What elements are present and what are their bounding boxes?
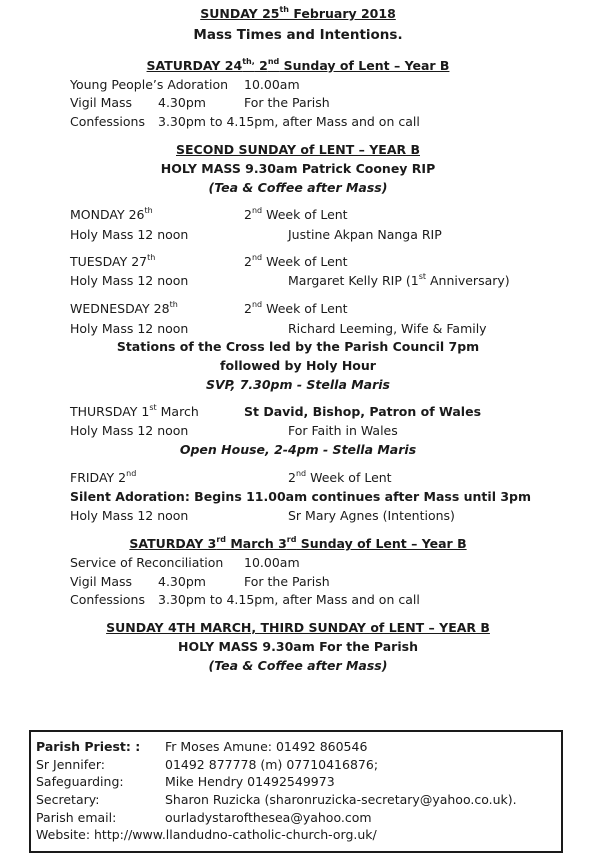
bulletin-title: Mass Times and Intentions.	[193, 27, 403, 43]
sunday-mass: HOLY MASS 9.30am Patrick Cooney RIP	[160, 161, 436, 176]
schedule-label: Young People’s Adoration	[70, 77, 229, 92]
contact-label: Sr Jennifer:	[36, 757, 105, 772]
schedule-time: 10.00am	[244, 77, 300, 92]
contact-label: Secretary:	[36, 792, 100, 807]
day-heading-thursday: THURSDAY 1st March	[70, 403, 199, 419]
schedule-note: For the Parish	[244, 95, 330, 110]
website-link[interactable]: Website: http://www.llandudno-catholic-church-org.uk/	[36, 827, 377, 842]
mass-intention: Richard Leeming, Wife & Family	[288, 321, 487, 336]
sunday-heading: SECOND SUNDAY of LENT – YEAR B	[176, 142, 420, 157]
schedule-label: Vigil Mass	[70, 95, 133, 110]
saturday-heading: SATURDAY $24^{th,}$ 2nd Sunday of Lent – Year B	[146, 57, 450, 73]
schedule-time: 4.30pm	[158, 574, 206, 589]
silent-adoration: Silent Adoration: Begins 11.00am continues after Mass until 3pm	[70, 489, 531, 504]
svp-meeting: SVP, 7.30pm - Stella Maris	[206, 377, 390, 392]
parish-email-link[interactable]: ourladystarofthesea@yahoo.com	[165, 810, 372, 825]
day-info: 2nd Week of Lent	[244, 253, 348, 269]
schedule-label: Service of Reconciliation	[70, 555, 224, 570]
mass-time: Holy Mass 12 noon	[70, 423, 189, 438]
mass-intention: Justine Akpan Nanga RIP	[288, 227, 442, 242]
mass-intention: Sr Mary Agnes (Intentions)	[288, 508, 455, 523]
open-house: Open House, 2-4pm - Stella Maris	[179, 442, 417, 457]
schedule-time: 10.00am	[244, 555, 300, 570]
sunday-tea: (Tea & Coffee after Mass)	[208, 658, 388, 673]
contact-label: Parish email:	[36, 810, 117, 825]
holy-hour: followed by Holy Hour	[220, 358, 376, 373]
sunday-mass: HOLY MASS 9.30am For the Parish	[178, 639, 418, 654]
contact-label: Parish Priest: :	[36, 739, 141, 754]
day-heading-monday: MONDAY 26th	[70, 206, 153, 222]
bulletin-date: SUNDAY 25th February 2018	[200, 5, 396, 21]
feast-day: St David, Bishop, Patron of Wales	[244, 404, 482, 419]
schedule-label: Confessions	[70, 592, 145, 607]
mass-intention: For Faith in Wales	[288, 423, 398, 438]
sunday-tea: (Tea & Coffee after Mass)	[208, 180, 388, 195]
day-heading-friday: FRIDAY 2nd	[70, 469, 137, 485]
mass-time: Holy Mass 12 noon	[70, 227, 189, 242]
mass-time: Holy Mass 12 noon	[70, 321, 189, 336]
contact-value: 01492 877778 (m) 07710416876;	[165, 757, 379, 772]
contact-label: Safeguarding:	[36, 774, 124, 789]
contact-value: Mike Hendry 01492549973	[165, 774, 335, 789]
schedule-time: 4.30pm	[158, 95, 206, 110]
contact-value: Fr Moses Amune: 01492 860546	[165, 739, 368, 754]
day-info: 2nd Week of Lent	[244, 300, 348, 316]
mass-time: Holy Mass 12 noon	[70, 508, 189, 523]
schedule-note: For the Parish	[244, 574, 330, 589]
mass-time: Holy Mass 12 noon	[70, 273, 189, 288]
mass-intention: Margaret Kelly RIP (1st Anniversary)	[288, 272, 510, 288]
sunday-heading: SUNDAY 4TH MARCH, THIRD SUNDAY of LENT – YEAR B	[106, 620, 490, 635]
day-info: 2nd Week of Lent	[288, 469, 392, 485]
schedule-time: 3.30pm to 4.15pm, after Mass and on call	[158, 114, 420, 129]
stations-of-the-cross: Stations of the Cross led by the Parish Council 7pm	[116, 339, 480, 354]
day-heading-tuesday: TUESDAY 27th	[70, 253, 156, 269]
schedule-time: 3.30pm to 4.15pm, after Mass and on call	[158, 592, 420, 607]
schedule-label: Vigil Mass	[70, 574, 133, 589]
saturday-heading: SATURDAY 3rd March 3rd Sunday of Lent – Year B	[129, 535, 467, 551]
parish-contact-box	[29, 730, 563, 853]
day-heading-wednesday: WEDNESDAY 28th	[70, 300, 178, 316]
schedule-label: Confessions	[70, 114, 145, 129]
day-info: 2nd Week of Lent	[244, 206, 348, 222]
contact-value[interactable]: Sharon Ruzicka (sharonruzicka-secretary@yahoo.co.uk).	[165, 792, 517, 807]
